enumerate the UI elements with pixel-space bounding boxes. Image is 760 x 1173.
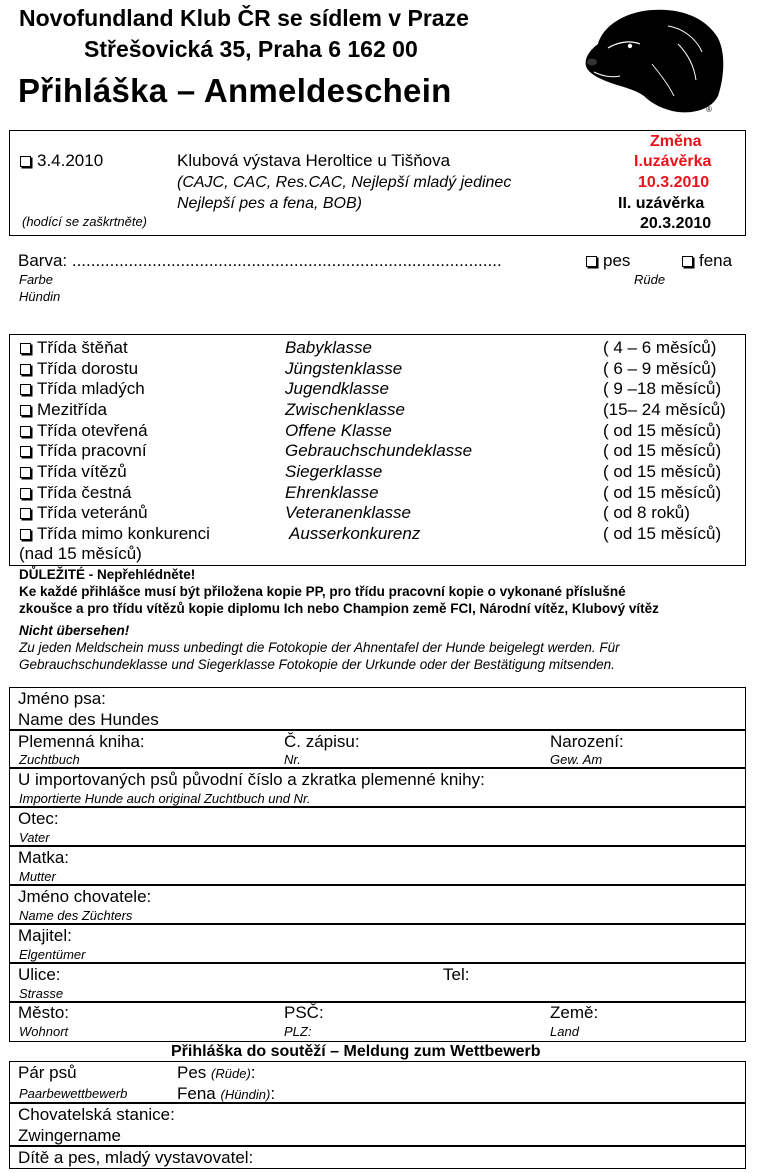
zip-label-de: PLZ: <box>284 1024 312 1039</box>
color-label-de: Farbe <box>19 272 53 287</box>
divider <box>9 962 746 964</box>
club-address: Střešovická 35, Praha 6 162 00 <box>84 36 418 62</box>
checkbox-icon[interactable] <box>682 256 693 267</box>
divider <box>9 1001 746 1003</box>
country-label-de: Land <box>550 1024 579 1039</box>
notice-text-de1: Zu jeden Meldschein muss unbedingt die Fotokopie der Ahnentafel der Hunde beigelegt werden. Für <box>19 640 620 655</box>
class-cz: Třída čestná <box>37 483 132 502</box>
pair-female-label: Fena <box>177 1084 216 1103</box>
registration-label-de: Nr. <box>284 752 301 767</box>
street-label-de: Strasse <box>19 986 64 1001</box>
notice-title-cz: DŮLEŽITÉ - Nepřehlédněte! <box>19 567 196 582</box>
registration-field[interactable]: Č. zápisu: <box>284 732 360 751</box>
divider <box>9 1102 746 1104</box>
sex-male-checkbox[interactable] <box>586 251 630 271</box>
divider <box>9 884 746 886</box>
sire-field[interactable]: Otec: <box>18 809 59 828</box>
zip-field[interactable]: PSČ: <box>284 1003 324 1022</box>
class-age: ( od 15 měsíců) <box>603 421 722 440</box>
class-row[interactable] <box>20 359 138 379</box>
class-age: ( 4 – 6 měsíců) <box>603 338 717 357</box>
dam-label-de: Mutter <box>19 869 56 884</box>
notice-text-cz1: Ke každé přihlášce musí být přiložena kopie PP, pro třídu pracovní kopie o vykonané příslušné <box>19 584 626 599</box>
kennel-field[interactable]: Chovatelská stanice: <box>18 1105 175 1124</box>
class-age: ( od 15 měsíců) <box>603 483 722 502</box>
checkbox-icon[interactable] <box>20 156 31 167</box>
checkbox-icon[interactable] <box>20 364 31 375</box>
class-de: Babyklasse <box>285 338 372 357</box>
pair-class-field[interactable]: Pár psů <box>18 1063 77 1082</box>
deadline2-label: II. uzávěrka <box>618 195 705 212</box>
checkbox-icon[interactable] <box>20 384 31 395</box>
notice-title-de: Nicht übersehen! <box>19 623 130 638</box>
street-field[interactable]: Ulice: <box>18 965 61 984</box>
checkbox-icon[interactable] <box>586 256 597 267</box>
class-de: Zwischenklasse <box>285 400 405 419</box>
import-label-de: Importierte Hunde auch original Zuchtbuch und Nr. <box>19 791 311 806</box>
studbook-label-de: Zuchtbuch <box>19 752 80 767</box>
class-row[interactable] <box>20 338 128 358</box>
class-age: ( 9 –18 měsíců) <box>603 379 722 398</box>
dog-name-label-de: Name des Hundes <box>18 710 159 729</box>
sex-female-checkbox[interactable] <box>682 251 732 271</box>
class-row[interactable] <box>20 400 107 420</box>
class-de: Jugendklasse <box>285 379 389 398</box>
class-de: Gebrauchschundeklasse <box>285 441 473 460</box>
class-age: ( 6 – 9 měsíců) <box>603 359 717 378</box>
country-field[interactable]: Země: <box>550 1003 599 1022</box>
class-row[interactable] <box>20 503 148 523</box>
birth-date-field[interactable]: Narození: <box>550 732 624 751</box>
deadline-change: Změna <box>650 133 702 150</box>
deadline1-date: 10.3.2010 <box>638 174 710 191</box>
class-row[interactable] <box>20 421 148 441</box>
checkbox-icon[interactable] <box>20 426 31 437</box>
class-cz: Třída štěňat <box>37 338 128 357</box>
class-age: ( od 15 měsíců) <box>603 462 722 481</box>
sire-label-de: Vater <box>19 830 50 845</box>
deadline1-label: I.uzávěrka <box>634 153 712 170</box>
class-de: Ehrenklasse <box>285 483 379 502</box>
class-cz: Mezitřída <box>37 400 107 419</box>
checkbox-icon[interactable] <box>20 343 31 354</box>
checkbox-icon[interactable] <box>20 529 31 540</box>
checkbox-icon[interactable] <box>20 405 31 416</box>
class-row[interactable] <box>20 441 147 461</box>
checkbox-icon[interactable] <box>20 488 31 499</box>
pair-class-label-de: Paarbewettbewerb <box>19 1086 128 1101</box>
class-cz: Třída mimo konkurenci <box>37 524 210 543</box>
phone-field[interactable]: Tel: <box>443 965 470 984</box>
show-titles-1: (CAJC, CAC, Res.CAC, Nejlepší mladý jedinec <box>177 174 512 191</box>
class-age: (15– 24 měsíců) <box>603 400 726 419</box>
show-date-checkbox[interactable] <box>20 151 103 171</box>
studbook-field[interactable]: Plemenná kniha: <box>18 732 145 751</box>
class-row[interactable] <box>20 483 132 503</box>
checkbox-icon[interactable] <box>20 446 31 457</box>
check-note: (hodící se zaškrtněte) <box>22 214 147 229</box>
kennel-label-de: Zwingername <box>18 1126 121 1145</box>
deadline2-date: 20.3.2010 <box>640 215 712 232</box>
color-field[interactable]: Barva: ........................................................................................... <box>18 251 502 270</box>
owner-field[interactable]: Majitel: <box>18 926 72 945</box>
male-label-de: Rüde <box>634 272 666 287</box>
show-name: Klubová výstava Heroltice u Tišňova <box>177 151 451 170</box>
city-field[interactable]: Město: <box>18 1003 70 1022</box>
notice-text-cz2: zkoušce a pro třídu vítězů kopie diplomu Ich nebo Champion země FCI, Národní vítěz, Klubový vítěz <box>19 601 659 616</box>
class-de: Ausserkonkurenz <box>289 524 421 543</box>
club-name: Novofundland Klub ČR se sídlem v Praze <box>19 5 469 31</box>
class-cz: Třída dorostu <box>37 359 139 378</box>
divider <box>9 767 746 769</box>
junior-handler-field[interactable]: Dítě a pes, mladý vystavovatel: <box>18 1148 254 1167</box>
pair-male-label-de: (Rüde) <box>211 1066 251 1081</box>
dam-field[interactable]: Matka: <box>18 848 70 867</box>
class-row[interactable] <box>20 379 145 399</box>
divider <box>9 806 746 808</box>
divider <box>9 845 746 847</box>
registered-mark: ® <box>706 105 712 114</box>
breeder-field[interactable]: Jméno chovatele: <box>18 887 152 906</box>
notice-text-de2: Gebrauchschundeklasse und Siegerklasse Fotokopie der Urkunde oder der Bestätigung mitsenden. <box>19 657 615 672</box>
class-cz: Třída vítězů <box>37 462 127 481</box>
pair-female-field[interactable]: Fena (Hündin): <box>177 1084 276 1103</box>
breeder-label-de: Name des Züchters <box>19 908 133 923</box>
page-title: Přihláška – Anmeldeschein <box>18 72 452 109</box>
class-cz: Třída veteránů <box>37 503 148 522</box>
class-age: ( od 15 měsíců) <box>603 524 722 543</box>
checkbox-icon[interactable] <box>20 508 31 519</box>
class-cz: Třída pracovní <box>37 441 147 460</box>
class-row[interactable] <box>20 462 127 482</box>
divider <box>9 923 746 925</box>
import-studbook-field[interactable]: U importovaných psů původní číslo a zkratka plemenné knihy: <box>18 770 485 789</box>
female-label: fena <box>699 251 733 270</box>
birth-date-label-de: Gew. Am <box>550 752 603 767</box>
pair-male-field[interactable]: Pes (Rüde): <box>177 1063 256 1082</box>
show-titles-2: Nejlepší pes a fena, BOB) <box>177 195 362 212</box>
owner-label-de: Elgentümer <box>19 947 86 962</box>
show-date: 3.4.2010 <box>37 151 104 170</box>
female-label-de: Hündin <box>19 289 61 304</box>
class-de: Siegerklasse <box>285 462 383 481</box>
pair-female-label-de: (Hündin) <box>220 1087 271 1102</box>
class-age: ( od 8 roků) <box>603 503 690 522</box>
class-de: Veteranenklasse <box>285 503 412 522</box>
class-row[interactable] <box>20 524 210 544</box>
competition-title: Přihláška do soutěží – Meldung zum Wettbewerb <box>171 1043 541 1060</box>
class-age: ( od 15 měsíců) <box>603 441 722 460</box>
city-label-de: Wohnort <box>19 1024 69 1039</box>
class-de: Jüngstenklasse <box>285 359 403 378</box>
dog-name-field[interactable]: Jméno psa: <box>18 689 106 708</box>
class-de: Offene Klasse <box>285 421 392 440</box>
class-extra-note: (nad 15 měsíců) <box>19 544 142 563</box>
pair-male-label: Pes <box>177 1063 207 1082</box>
class-cz: Třída mladých <box>37 379 145 398</box>
newfoundland-dog-logo <box>578 4 730 116</box>
male-label: pes <box>603 251 631 270</box>
checkbox-icon[interactable] <box>20 467 31 478</box>
class-cz: Třída otevřená <box>37 421 148 440</box>
